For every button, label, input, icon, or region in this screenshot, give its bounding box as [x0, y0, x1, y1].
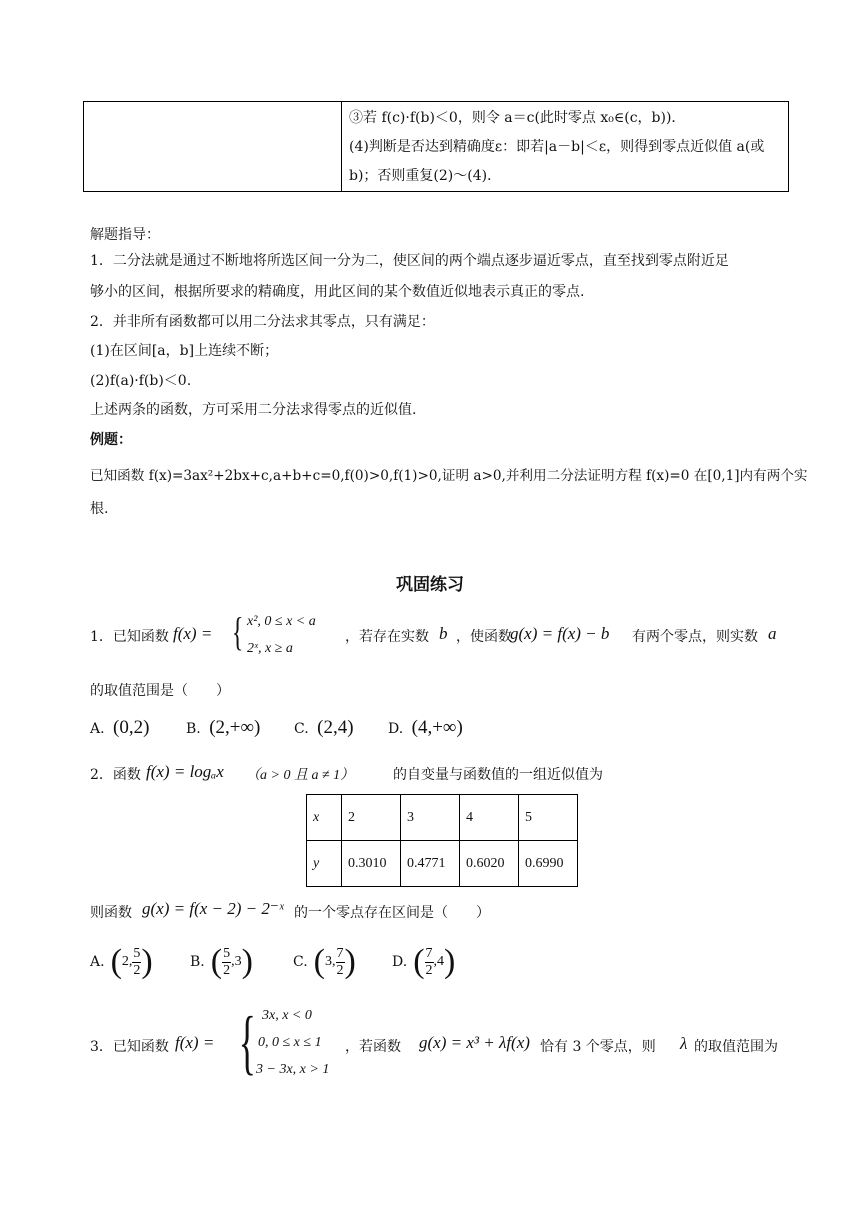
q1-mid2: ，使函数: [456, 629, 512, 645]
table-row: [307, 795, 578, 841]
guide-heading: 解题指导：: [90, 227, 160, 243]
table-cell: 0.4771: [401, 841, 460, 887]
q1-gx: g(x) = f(x) − b: [510, 624, 610, 643]
guide-p1a: 1．二分法就是通过不断地将所选区间一分为二，使区间的两个端点逐步逼近零点，直至找到零点附近足: [90, 253, 729, 269]
q1-a: a: [768, 624, 777, 643]
example-line-1: 已知函数 f(x)=3ax²+2bx+c,a+b+c=0,f(0)>0,f(1)>0,证明 a>0,并利用二分法证明方程 f(x)=0 在[0,1]内有两个实: [90, 468, 808, 484]
table-cell: 0.6020: [460, 841, 519, 887]
guide-p2: 2．并非所有函数都可以用二分法求其零点，只有满足：: [90, 314, 435, 330]
table-divider: [341, 102, 342, 191]
q2-option-a: A. ( 2, $\frac{5}{2}$ ): [90, 943, 153, 980]
q2-question-prefix: 则函数: [90, 905, 132, 921]
q2-option-d: D. ( $\frac{7}{2}$ ,4 ): [392, 943, 456, 980]
q1-option-c: C. (2,4): [294, 717, 354, 738]
example-heading: 例题：: [90, 432, 132, 448]
q3-fx: f(x) =: [175, 1033, 215, 1052]
q2-question-suffix: 的一个零点存在区间是（ ）: [294, 905, 490, 921]
table-cell: 4: [460, 795, 519, 841]
q1-case-2: 2ˣ, x ≥ a: [247, 641, 293, 656]
table-header-y: y: [307, 841, 342, 887]
table-cell: 0.6990: [519, 841, 578, 887]
guide-condition-2: (2)f(a)·f(b)＜0.: [90, 373, 192, 389]
q1-prefix: 1．已知函数: [90, 629, 169, 645]
q1-case-1: x², 0 ≤ x < a: [247, 614, 316, 629]
q2-condition: （a > 0 且 a ≠ 1）: [246, 768, 355, 783]
q2-suffix: 的自变量与函数值的一组近似值为: [393, 767, 603, 783]
q1-line-2: 的取值范围是（ ）: [90, 683, 230, 699]
q3-case-1: 3x, x < 0: [262, 1008, 312, 1023]
q2-fx: f(x) = logₐx: [146, 762, 224, 781]
q3-mid: ，若函数: [345, 1039, 401, 1055]
q2-option-c: C. ( 3, $\frac{7}{2}$ ): [293, 943, 356, 980]
q3-prefix: 3．已知函数: [90, 1039, 169, 1055]
guide-conclusion: 上述两条的函数，方可采用二分法求得零点的近似值.: [90, 402, 417, 418]
table-cell: 5: [519, 795, 578, 841]
guide-condition-1: (1)在区间[a，b]上连续不断；: [90, 343, 279, 359]
q2-option-b: B. ( $\frac{5}{2}$ ,3 ): [190, 943, 253, 980]
table-step4: (4)判断是否达到精确度ε：即若|a－b|＜ε，则得到零点近似值 a(或: [349, 139, 765, 155]
table-step4-cont: b)；否则重复(2)～(4)．: [349, 168, 502, 184]
q1-option-b: B. (2,+∞): [186, 717, 261, 738]
example-line-2: 根.: [90, 501, 109, 517]
q2-prefix: 2．函数: [90, 767, 141, 783]
table-row: [307, 841, 578, 887]
q1-mid: ，若存在实数: [345, 629, 429, 645]
q3-suffix: 恰有 3 个零点，则: [540, 1039, 656, 1055]
table-step3: ③若 f(c)·f(b)＜0，则令 a＝c(此时零点 x₀∈(c，b))．: [349, 110, 686, 126]
table-cell: 2: [342, 795, 401, 841]
section-title: 巩固练习: [396, 575, 464, 595]
q2-gx: g(x) = f(x − 2) − 2⁻ˣ: [142, 899, 284, 918]
q1-b: b: [439, 624, 448, 643]
q1-brace: {: [231, 609, 244, 654]
q3-suffix-2: 的取值范围为: [694, 1039, 778, 1055]
q1-option-d: D. (4,+∞): [388, 717, 463, 738]
q2-value-table: [306, 794, 578, 887]
q3-case-3: 3 − 3x, x > 1: [256, 1062, 330, 1077]
table-cell: 0.3010: [342, 841, 401, 887]
q3-brace: {: [238, 1002, 256, 1082]
guide-p1b: 够小的区间，根据所要求的精确度，用此区间的某个数值近似地表示真正的零点.: [90, 284, 585, 300]
q3-case-2: 0, 0 ≤ x ≤ 1: [258, 1035, 322, 1050]
q3-lambda: λ: [680, 1034, 688, 1053]
q1-mid3: 有两个零点，则实数: [632, 629, 758, 645]
q1-option-a: A. (0,2): [90, 717, 150, 738]
table-header-x: x: [307, 795, 342, 841]
q1-fx: f(x) =: [173, 624, 213, 643]
table-cell: 3: [401, 795, 460, 841]
q3-gx: g(x) = x³ + λf(x): [419, 1033, 530, 1052]
top-table: [83, 101, 789, 192]
